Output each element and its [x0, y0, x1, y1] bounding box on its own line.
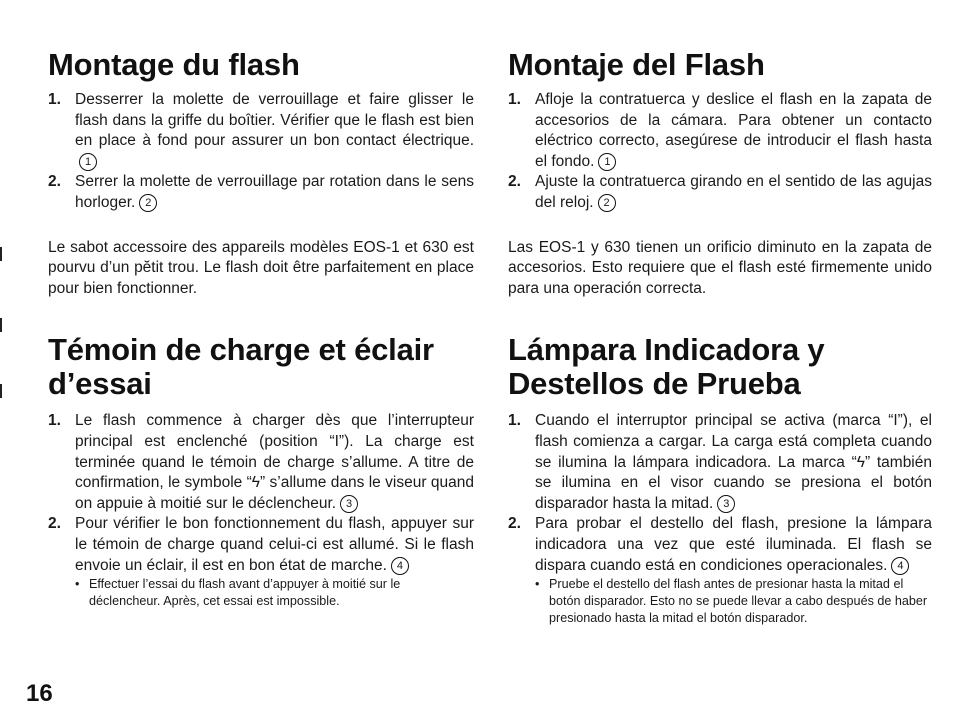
section-title: Lámpara Indicadora y Destellos de Prueba	[508, 332, 825, 402]
column-spanish	[508, 48, 932, 627]
item-number: 1.	[48, 412, 61, 430]
section-title: Témoin de charge et éclair d’essai	[48, 332, 434, 402]
section-montaje-del-flash	[508, 48, 932, 299]
figure-reference: 2	[598, 194, 616, 212]
item-text: Afloje la contratuerca y deslice el flash en la zapata de accesorios de la cámara. Para obtener un contacto eléctrico correcto, asegúrese de introducir el flash hasta el fondo.	[535, 91, 932, 170]
section-title: Montaje del Flash	[508, 47, 765, 82]
edge-mark	[0, 384, 2, 398]
edge-mark	[0, 318, 2, 332]
list-item	[48, 172, 474, 213]
figure-reference: 1	[79, 153, 97, 171]
edge-mark	[0, 247, 2, 261]
figure-reference: 4	[891, 557, 909, 575]
item-text: Desserrer la molette de verrouillage et faire glisser le flash dans la griffe du boîtier. Vérifier que le flash est bien en place à fond pour assurer un bon contact électrique.	[75, 91, 474, 150]
bullet-icon: •	[75, 577, 80, 592]
instruction-list	[508, 411, 932, 576]
figure-reference: 1	[598, 153, 616, 171]
item-text: Pour vérifier le bon fonctionnement du flash, appuyer sur le témoin de charge quand celui-ci est allumé. Si le flash envoie un éclair, il est en bon état de marche.	[75, 515, 474, 574]
paragraph: Le sabot accessoire des appareils modèles EOS-1 et 630 est pourvu d’un pĕtit trou. Le flash doit être parfaitement en place pour bien fonctionner.	[48, 238, 474, 297]
item-text: Cuando el interruptor principal se activa (marca “I”), el flash comienza a cargar. La carga está completa cuando se ilumina la lámpara indicadora. La marca “ϟ” también se ilumina en el visor cuando se presiona el botón disparador hasta la mitad.	[535, 412, 932, 512]
note	[48, 576, 474, 610]
section-montage-du-flash	[48, 48, 474, 299]
section-lampara-indicadora	[508, 333, 932, 627]
item-number: 2.	[48, 515, 61, 533]
item-number: 2.	[508, 515, 521, 533]
item-number: 1.	[508, 412, 521, 430]
paragraph: Las EOS-1 y 630 tienen un orificio diminuto en la zapata de accesorios. Esto requiere que el flash esté firmemente unido para una operación correcta.	[508, 238, 932, 297]
list-item	[48, 411, 474, 514]
list-item	[48, 514, 474, 576]
instruction-list	[508, 90, 932, 214]
note-text: Effectuer l’essai du flash avant d’appuyer à moitié sur le déclencheur. Après, cet essai est impossible.	[89, 577, 401, 609]
instruction-list	[48, 90, 474, 214]
instruction-list	[48, 411, 474, 576]
list-item	[508, 172, 932, 213]
column-french	[48, 48, 474, 610]
item-text: Para probar el destello del flash, presione la lámpara indicadora una vez que esté iluminada. El flash se dispara cuando está en condiciones operacionales.	[535, 515, 932, 574]
item-text: Le flash commence à charger dès que l’interrupteur principal est enclenché (position “I”). La charge est terminée quand le témoin de charge s’allume. A titre de confirmation, le symbole “ϟ” s’allume dans le viseur quand on appuie à moitié sur le déclencheur.	[75, 412, 474, 512]
list-item	[508, 514, 932, 576]
section-title: Montage du flash	[48, 47, 300, 82]
item-text: Serrer la molette de verrouillage par rotation dans le sens horloger.	[75, 173, 474, 211]
note	[508, 576, 932, 627]
item-number: 1.	[48, 91, 61, 108]
item-text: Ajuste la contratuerca girando en el sentido de las agujas del reloj.	[535, 173, 932, 211]
figure-reference: 3	[340, 495, 358, 513]
list-item	[48, 90, 474, 172]
section-temoin-de-charge	[48, 333, 474, 610]
item-number: 2.	[508, 173, 521, 191]
list-item	[508, 90, 932, 172]
item-number: 1.	[508, 91, 521, 108]
note-text: Pruebe el destello del flash antes de presionar hasta la mitad el botón disparador. Esto no se puede llevar a cabo después de haber presionado hasta la mitad el botón disparador.	[549, 577, 928, 626]
figure-reference: 2	[139, 194, 157, 212]
page-number: 16	[26, 680, 53, 707]
figure-reference: 4	[391, 557, 409, 575]
bullet-icon: •	[535, 577, 540, 592]
item-number: 2.	[48, 173, 61, 191]
figure-reference: 3	[717, 495, 735, 513]
list-item	[508, 411, 932, 514]
